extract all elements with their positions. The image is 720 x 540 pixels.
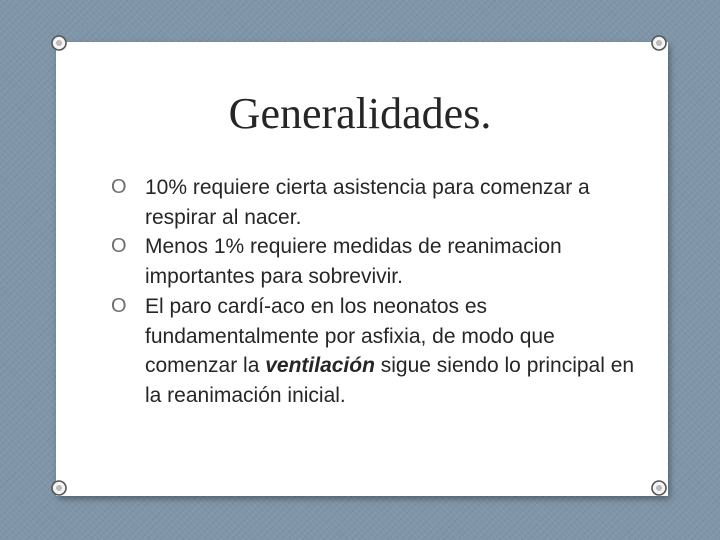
pushpin-icon: [51, 35, 67, 51]
bullet-text-tail: sigue siendo lo principal en la reanimación inicial.: [145, 354, 635, 407]
pushpin-icon: [651, 480, 667, 496]
bullet-marker: O: [111, 294, 127, 317]
bullet-item: [111, 173, 641, 232]
emphasized-term: ventilación: [265, 354, 375, 378]
bullet-marker: O: [111, 235, 127, 258]
bullet-text-lead: El paro cardí-aco en los neonatos es fundamentalmente por asfixia, de modo que comenzar la: [145, 294, 555, 378]
pushpin-icon: [51, 480, 67, 496]
bullet-text: Menos 1% requiere medidas de reanimacion importantes para sobrevivir.: [145, 235, 562, 289]
slide-title: Generalidades.: [228, 89, 492, 138]
pushpin-icon: [651, 35, 667, 51]
bullet-text: 10% requiere cierta asistencia para comenzar a respirar al nacer.: [145, 176, 590, 229]
bullet-list: [111, 173, 641, 411]
bullet-item: [111, 292, 641, 411]
bullet-marker: O: [111, 176, 127, 198]
bullet-text: [145, 295, 634, 407]
bullet-item: [111, 232, 641, 291]
